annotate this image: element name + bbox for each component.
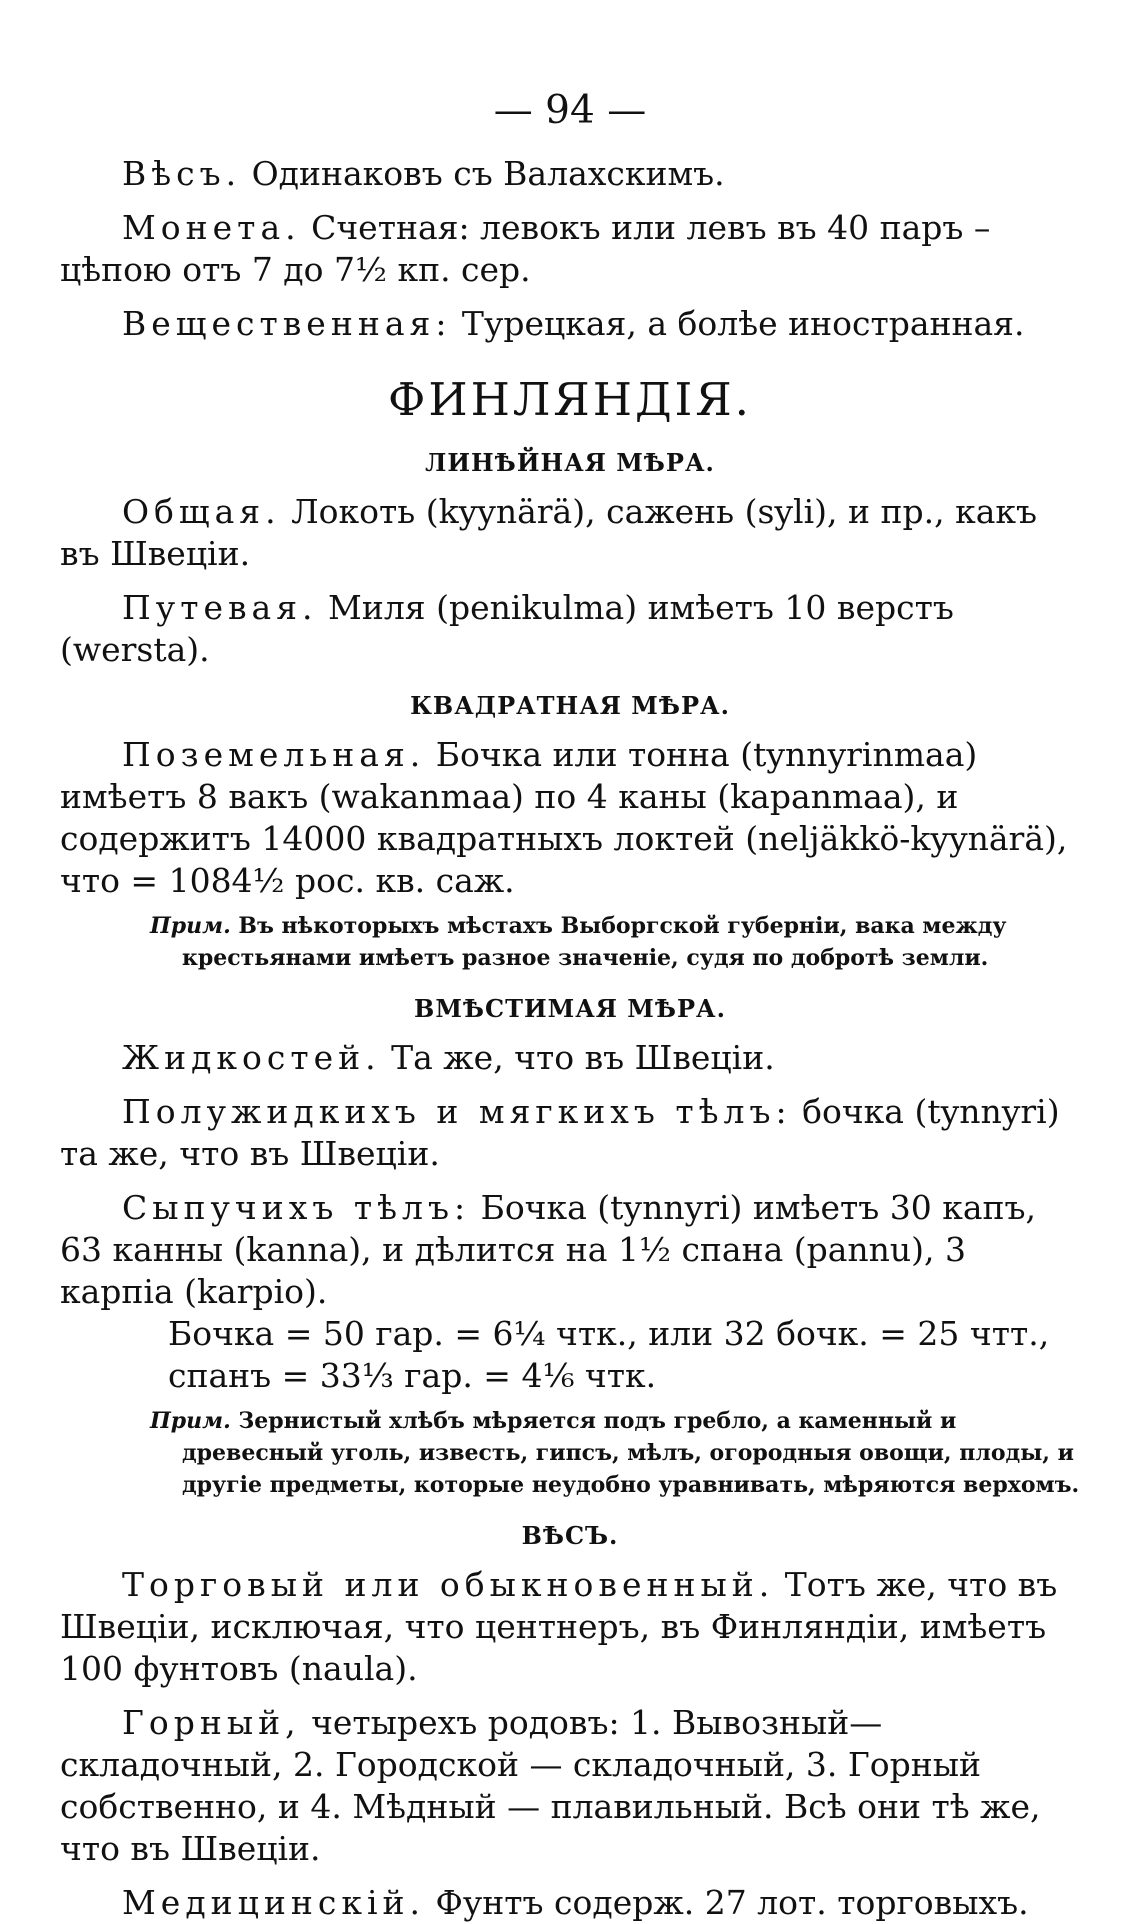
paragraph-lead: Поземельная. [122, 735, 426, 774]
section-title: ФИНЛЯНДІЯ. [388, 373, 752, 426]
paragraph-lead: Жидкостей. [122, 1038, 381, 1077]
paragraph-text: Тотъ же, что въ Швеціи, исключая, что центнеръ, въ Финляндіи, имѣетъ 100 фунтовъ (naula). [60, 1565, 1058, 1688]
page-number: — 94 — [493, 88, 647, 133]
paragraph-dry-goods [60, 1187, 1080, 1313]
paragraph-coin [60, 207, 1080, 291]
paragraph-semiliquids [60, 1091, 1080, 1175]
paragraph-material [60, 303, 1080, 345]
paragraph-text: Счетная: левокъ или левъ въ 40 паръ – цѣпою отъ 7 до 7½ кп. сер. [60, 208, 991, 289]
paragraph-trade-weight [60, 1564, 1080, 1690]
paragraph-lead: Монета. [122, 208, 301, 247]
paragraph-lead: Общая. [122, 492, 281, 531]
footnote-2 [60, 1405, 1080, 1501]
subheading-capacity: ВМѢСТИМАЯ МѢРА. [414, 994, 726, 1023]
paragraph-lead: Торговый или обыкновенный. [122, 1565, 775, 1604]
subheading-weight: ВѢСЪ. [521, 1521, 619, 1550]
paragraph-text: Локоть (kyynärä), сажень (syli), и пр., какъ въ Швеціи. [60, 492, 1037, 573]
paragraph-text: Бочка или тонна (tynnyrinmaa) имѣетъ 8 вакъ (wakanmaa) по 4 каны (kapanmaa), и содержитъ 14000 квадратныхъ локтей (neljäkkö-kyynärä), что = 1084½ рос. кв. саж. [60, 735, 1068, 900]
formula-barrel: Бочка = 50 гар. = 6¼ чтк., или 32 бочк. = 25 чтт., [168, 1314, 1050, 1353]
note-lead: Прим. [150, 1408, 231, 1434]
subheading-square: КВАДРАТНАЯ МѢРА. [410, 691, 730, 720]
paragraph-general [60, 491, 1080, 575]
paragraph-text: Та же, что въ Швеціи. [380, 1038, 775, 1077]
paragraph-lead: Вещественная: [122, 304, 452, 343]
paragraph-mining-weight [60, 1702, 1080, 1870]
paragraph-travel [60, 587, 1080, 671]
paragraph-text: Турецкая, а болѣе иностранная. [451, 304, 1025, 343]
paragraph-medical-weight [60, 1882, 1080, 1924]
paragraph-land [60, 734, 1080, 902]
footnote-1 [60, 910, 1080, 974]
paragraph-lead: Горный, [122, 1703, 301, 1742]
paragraph-lead: Медицинскій. [122, 1883, 425, 1922]
paragraph-text: Одинаковъ съ Валахскимъ. [241, 154, 725, 193]
paragraph-text: Миля (penikulma) имѣетъ 10 верстъ (wersta). [60, 588, 954, 669]
note-text: Въ нѣкоторыхъ мѣстахъ Выборгской губерніи, вака между крестьянами имѣетъ разное значеніе, судя по добротѣ земли. [182, 913, 1007, 971]
note-text: Зернистый хлѣбъ мѣряется подъ гребло, а каменный и древесный уголь, известь, гипсъ, мѣлъ, огородныя овощи, плоды, и другіе предметы, которые неудобно уравнивать, мѣряются верхомъ. [182, 1408, 1080, 1498]
paragraph-text: четырехъ родовъ: 1. Вывозный—складочный, 2. Городской — складочный, 3. Горный собственно, и 4. Мѣдный — плавильный. Всѣ они тѣ же, что въ Швеціи. [60, 1703, 1041, 1868]
note-lead: Прим. [150, 913, 231, 939]
paragraph-lead: Сыпучихъ тѣлъ: [122, 1188, 471, 1227]
paragraph-liquids [60, 1037, 1080, 1079]
paragraph-text: Фунтъ содерж. 27 лот. торговыхъ. [425, 1883, 1029, 1922]
paragraph-lead: Путевая. [122, 588, 318, 627]
formula-span: спанъ = 33⅓ гар. = 4⅙ чтк. [168, 1356, 657, 1395]
paragraph-lead: Полужидкихъ и мягкихъ тѣлъ: [122, 1092, 792, 1131]
subheading-linear: ЛИНѢЙНАЯ МѢРА. [425, 448, 715, 477]
paragraph-weight-intro [60, 153, 1080, 195]
paragraph-lead: Вѣсъ. [122, 154, 242, 193]
paragraph-text: Бочка (tynnyri) имѣетъ 30 капъ, 63 канны (kanna), и дѣлится на 1½ спана (pannu), 3 карпіа (karpio). [60, 1188, 1037, 1311]
paragraph-text: бочка (tynnyri) та же, что въ Швеціи. [60, 1092, 1060, 1173]
